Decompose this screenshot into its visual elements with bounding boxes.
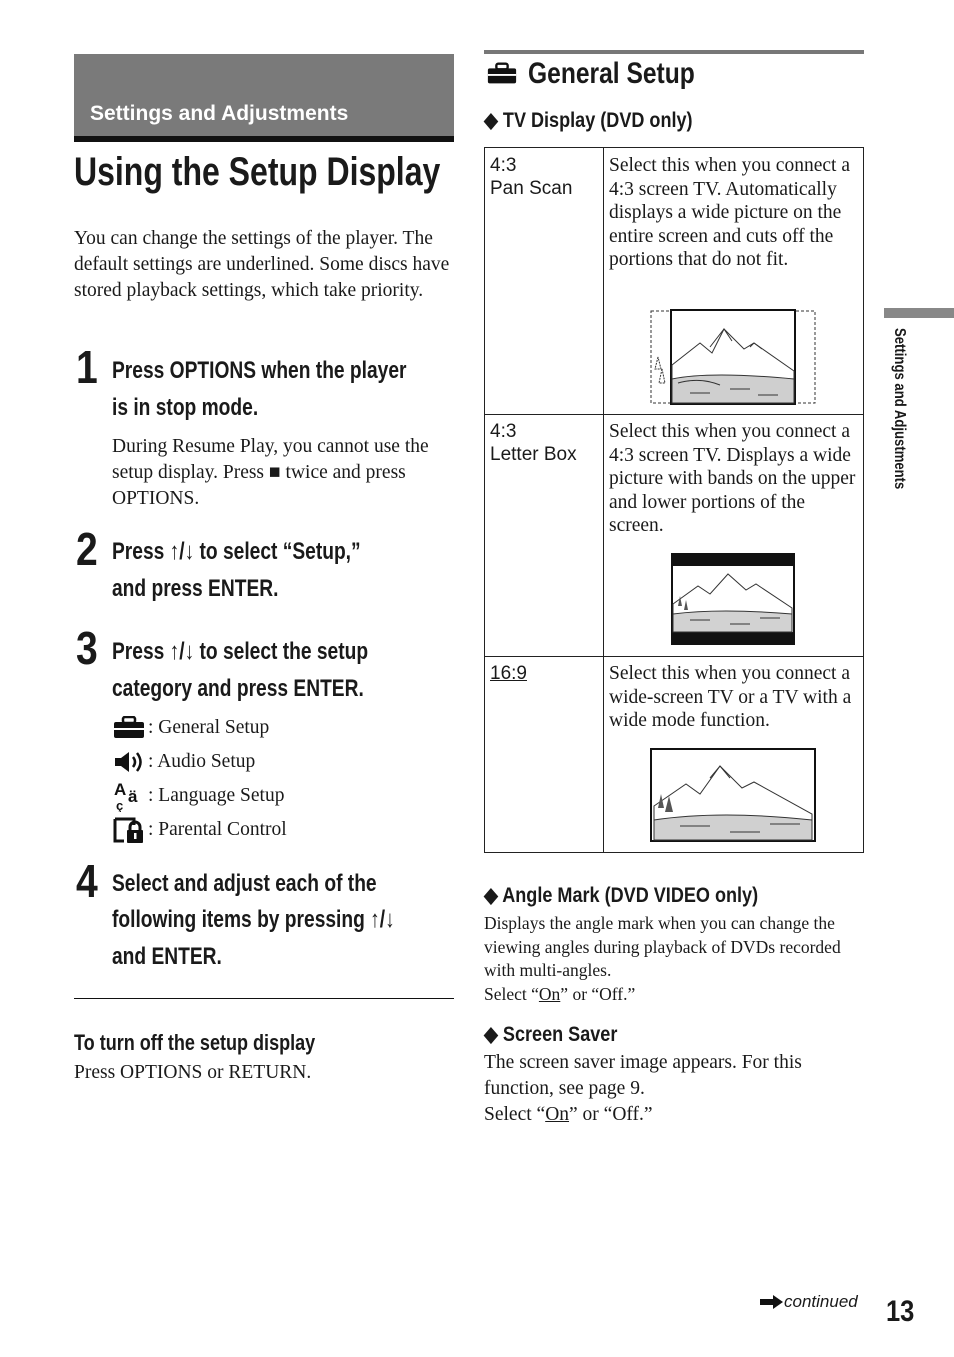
wide-screen-illustration	[650, 748, 818, 844]
table-cell-description: Select this when you connect a 4:3 screen TV. Displays a wide picture with bands on the upper and lower portions of the screen.	[609, 421, 856, 536]
section-rule	[74, 136, 454, 142]
speaker-icon	[112, 749, 146, 775]
step-number: 4	[76, 855, 98, 907]
svg-text:ä: ä	[128, 787, 138, 806]
table-cell-label	[490, 662, 527, 685]
step-number: 3	[76, 622, 98, 674]
table-divider	[485, 414, 863, 415]
letter-box-illustration	[670, 552, 798, 648]
label-line: 4:3	[490, 155, 517, 176]
toolbox-icon	[112, 716, 146, 740]
step-heading: Press OPTIONS when the player	[112, 357, 407, 384]
screen-saver-body	[484, 1050, 864, 1128]
side-tab-bar	[884, 308, 954, 318]
angle-mark-select	[484, 983, 864, 1007]
step-number: 2	[76, 523, 98, 575]
select-default: On	[545, 1104, 570, 1125]
svg-text:A: A	[114, 780, 127, 799]
label-line: Pan Scan	[490, 178, 573, 199]
general-setup-title: General Setup	[528, 57, 695, 90]
angle-mark-body	[484, 912, 864, 1006]
label-line: 4:3	[490, 421, 517, 442]
select-prefix: Select “	[484, 1104, 546, 1125]
pan-scan-illustration	[650, 309, 818, 405]
category-label: : Parental Control	[148, 819, 287, 840]
select-suffix: ” or “Off.”	[569, 1104, 653, 1125]
step-heading: is in stop mode.	[112, 394, 259, 421]
arrow-right-icon	[760, 1295, 784, 1309]
section-band	[74, 54, 454, 136]
label-line: 16:9	[490, 663, 527, 684]
table-cell-description: Select this when you connect a wide-screen TV or a TV with a wide mode function.	[609, 663, 852, 731]
tv-display-table	[484, 147, 864, 853]
angle-mark-description: Displays the angle mark when you can change the viewing angles during playback of DVDs recorded with multi-angles.	[484, 913, 841, 980]
table-cell-description: Select this when you connect a 4:3 screen TV. Automatically displays a wide picture on the entire screen and cuts off the portions that do not fit.	[609, 155, 850, 270]
category-label: : Audio Setup	[148, 751, 256, 772]
select-prefix: Select “	[484, 983, 539, 1004]
category-label: : Language Setup	[148, 785, 285, 806]
step-heading: following items by pressing ↑/↓	[112, 906, 395, 933]
category-language-setup	[112, 781, 284, 811]
page-number: 13	[886, 1295, 915, 1328]
category-parental-control	[112, 815, 287, 845]
turn-off-heading: To turn off the setup display	[74, 1030, 316, 1055]
select-default: On	[538, 983, 561, 1004]
continued-label: continued	[784, 1292, 858, 1311]
step-body: During Resume Play, you cannot use the setup display. Press ■ twice and press OPTIONS.	[112, 436, 429, 509]
toolbox-icon	[486, 62, 518, 86]
table-divider	[603, 148, 604, 852]
category-label: : General Setup	[148, 717, 270, 738]
step-heading: and ENTER.	[112, 943, 222, 970]
screen-saver-select	[484, 1102, 864, 1128]
lock-icon	[112, 815, 146, 845]
label-line: Letter Box	[490, 444, 577, 465]
side-tab-label: Settings and Adjustments	[891, 328, 908, 490]
tv-display-heading: ◆ TV Display (DVD only)	[484, 109, 693, 132]
select-suffix: ” or “Off.”	[560, 983, 636, 1004]
turn-off-body: Press OPTIONS or RETURN.	[74, 1062, 312, 1083]
intro-text: You can change the settings of the player. The default settings are underlined. Some discs have stored playback settings, which take priority.	[74, 228, 450, 301]
step-number: 1	[76, 341, 98, 393]
divider	[74, 998, 454, 999]
category-general-setup	[112, 713, 269, 743]
table-cell-label	[490, 154, 572, 200]
step-heading: category and press ENTER.	[112, 675, 364, 702]
screen-saver-heading: ◆ Screen Saver	[484, 1023, 618, 1046]
step-heading: Press ↑/↓ to select the setup	[112, 638, 369, 665]
table-divider	[485, 656, 863, 657]
step-heading: Press ↑/↓ to select “Setup,”	[112, 538, 361, 565]
screen-saver-description: The screen saver image appears. For this function, see page 9.	[484, 1052, 802, 1099]
step-heading: Select and adjust each of the	[112, 870, 377, 897]
category-audio-setup	[112, 747, 255, 777]
angle-mark-heading: ◆ Angle Mark (DVD VIDEO only)	[484, 884, 759, 907]
language-icon	[112, 780, 146, 812]
section-label: Settings and Adjustments	[90, 102, 349, 125]
table-cell-label	[490, 420, 577, 466]
step-heading: and press ENTER.	[112, 575, 279, 602]
svg-text:ç: ç	[116, 798, 124, 812]
continued-note	[760, 1292, 858, 1312]
page-title: Using the Setup Display	[74, 150, 441, 194]
